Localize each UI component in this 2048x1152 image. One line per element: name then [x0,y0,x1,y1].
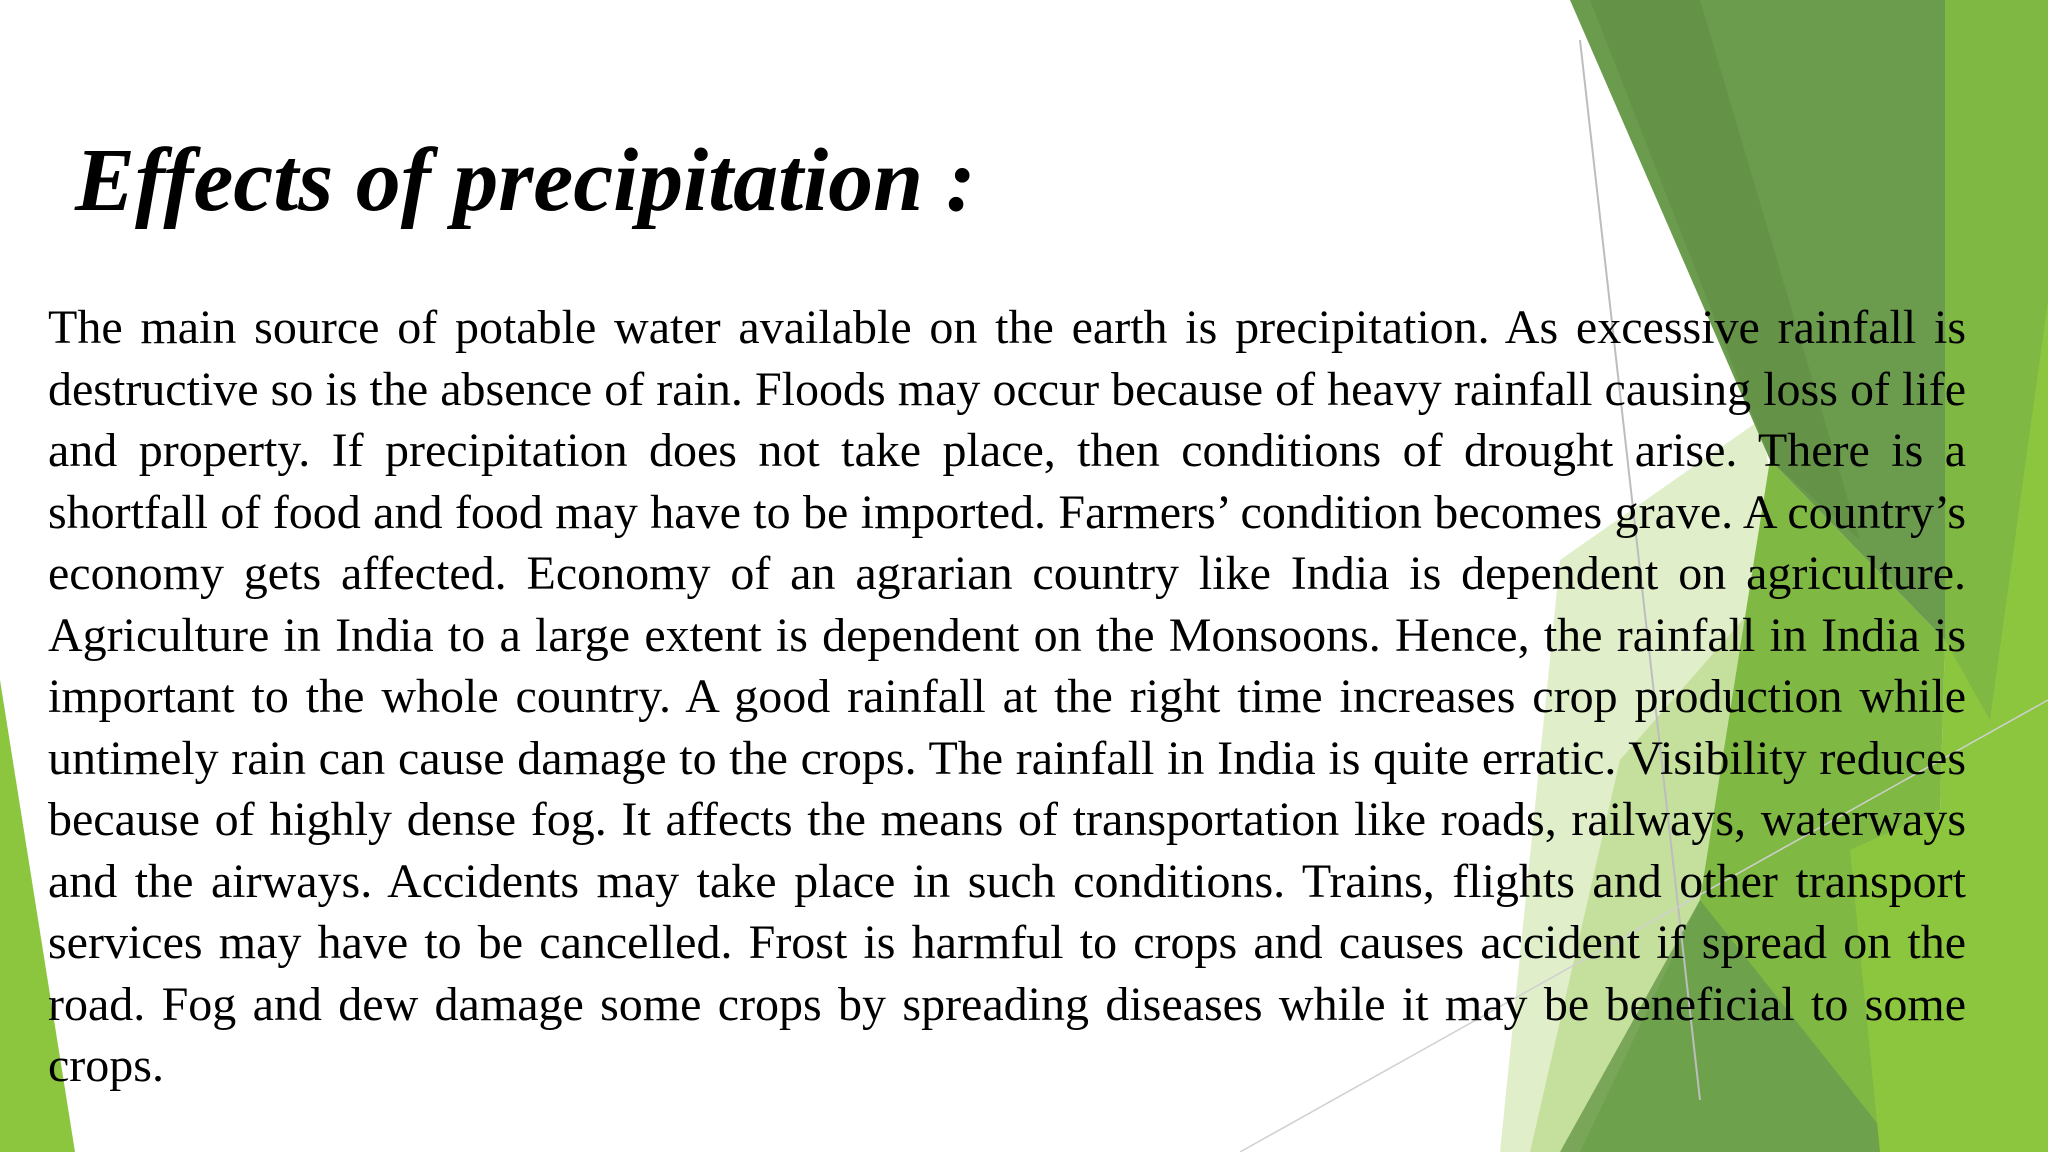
body-paragraph: The main source of potable water available on the earth is precipitation. As excessive rainfall is destructive so is the absence of rain. Floods may occur because of heavy rainfall causing loss of life and property. If precipitation does not take place, then conditions of drought arise. There is a shortfall of food and food may have to be imported. Farmers’ condition becomes grave. A country’s economy gets affected. Economy of an agrarian country like India is dependent on agriculture. Agriculture in India to a large extent is dependent on the Monsoons. Hence, the rainfall in India is important to the whole country. A good rainfall at the right time increases crop production while untimely rain can cause damage to the crops. The rainfall in India is quite erratic. Visibility reduces because of highly dense fog. It affects the means of transportation like roads, railways, waterways and the airways. Accidents may take place in such conditions. Trains, flights and other transport services may have to be cancelled. Frost is harmful to crops and causes accident if spread on the road. Fog and dew damage some crops by spreading diseases while it may be beneficial to some crops. [48,301,1966,1092]
page-title: Effects of precipitation : [75,131,976,230]
